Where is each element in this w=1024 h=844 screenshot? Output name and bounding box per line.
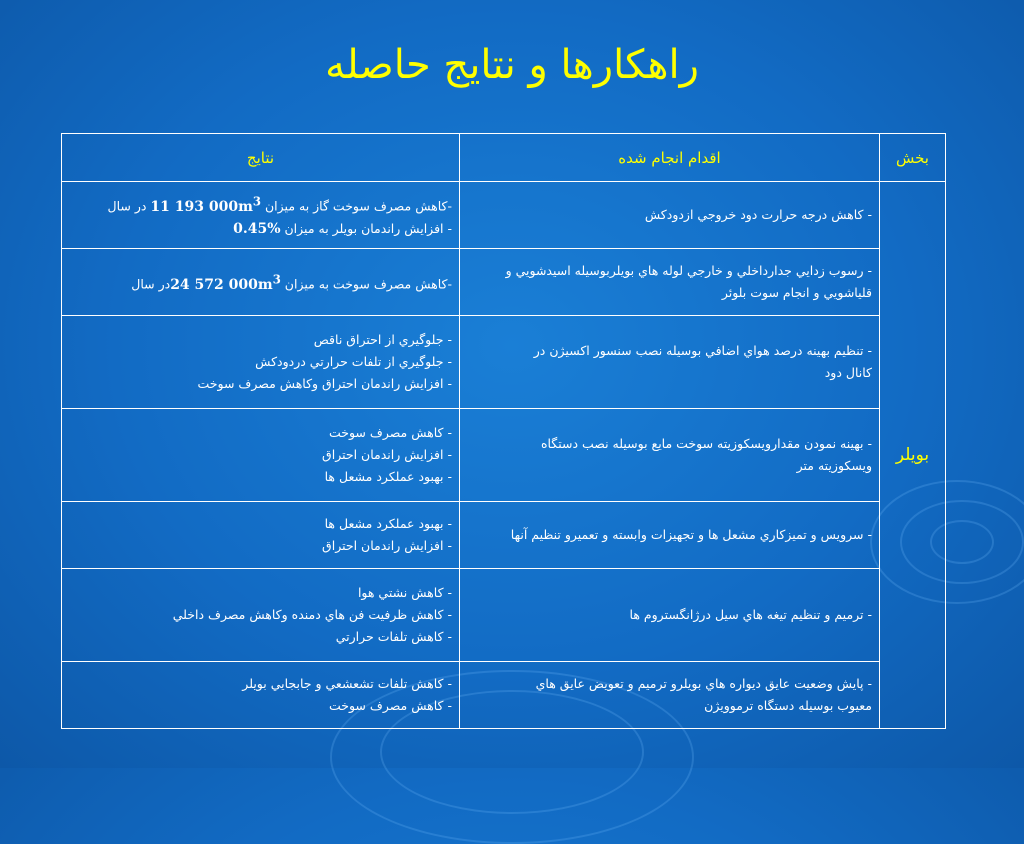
table-row xyxy=(62,316,946,409)
table-row xyxy=(62,569,946,662)
section-cell-boiler: بويلر xyxy=(880,182,946,729)
action-text: - سرويس و تميزکاري مشعل ها و تجهيزات وابسته و تعميرو تنظيم آنها xyxy=(510,527,872,542)
table-row xyxy=(62,409,946,502)
table-row xyxy=(62,502,946,569)
action-cell xyxy=(460,316,880,409)
results-table xyxy=(61,133,946,729)
result-text: - بهبود عملکرد مشعل ها xyxy=(324,516,452,531)
result-text: - افزايش راندمان احتراق xyxy=(322,447,452,462)
result-text: - کاهش مصرف سوخت xyxy=(328,425,452,440)
result-text: - کاهش مصرف سوخت xyxy=(328,698,452,713)
result-text: -کاهش مصرف سوخت گاز به ميزان 11 193 $000m^3$ در سال xyxy=(107,194,452,215)
result-text: - افزايش راندمان بويلر به ميزان 0.45% xyxy=(233,220,452,237)
slide-title: راهکارها و نتايج حاصله xyxy=(325,42,699,88)
action-text: کانال دود xyxy=(824,365,872,380)
action-cell xyxy=(460,569,880,662)
action-text: ويسکوزيته متر xyxy=(796,458,872,473)
action-text: - ترميم و تنظيم تيغه هاي سيل درژانگستروم ها xyxy=(629,607,872,622)
action-cell xyxy=(460,662,880,729)
action-text: قلياشويي و انجام سوت بلوئر xyxy=(721,285,872,300)
results-cell xyxy=(62,569,460,662)
result-text: - کاهش تلفات تشعشعي و جابجايي بويلر xyxy=(242,676,452,691)
action-text: - رسوب زدايي جدارداخلي و خارجي لوله هاي بويلربوسيله اسيدشويي و xyxy=(505,263,872,278)
header-results: نتايج xyxy=(62,134,460,182)
results-cell xyxy=(62,316,460,409)
header-section: بخش xyxy=(880,134,946,182)
action-cell xyxy=(460,182,880,249)
result-text: - بهبود عملکرد مشعل ها xyxy=(324,469,452,484)
results-cell xyxy=(62,182,460,249)
results-cell xyxy=(62,502,460,569)
action-text: - تنظيم بهينه درصد هواي اضافي بوسيله نصب سنسور اکسيژن در xyxy=(533,343,872,358)
result-text: - جلوگيري از تلفات حرارتي دردودکش xyxy=(255,354,452,369)
result-text: - جلوگيري از احتراق ناقص xyxy=(313,332,452,347)
action-cell xyxy=(460,502,880,569)
result-text: -کاهش مصرف سوخت به ميزان 24 572 $000m^3در$ سال xyxy=(131,272,452,293)
action-text: - پايش وضعيت عايق ديواره هاي بويلرو ترميم و تعويض عايق هاي xyxy=(535,676,872,691)
action-text: معيوب بوسيله دستگاه ترموويژن xyxy=(704,698,872,713)
results-cell xyxy=(62,662,460,729)
table-row xyxy=(62,182,946,249)
results-cell xyxy=(62,409,460,502)
result-text: - افزايش راندمان احتراق xyxy=(322,538,452,553)
result-text: - افزايش راندمان احتراق وکاهش مصرف سوخت xyxy=(197,376,452,391)
table-row xyxy=(62,662,946,729)
result-text: - کاهش ظرفيت فن هاي دمنده وکاهش مصرف داخلي xyxy=(172,607,452,622)
results-cell xyxy=(62,249,460,316)
result-text: - کاهش تلفات حرارتي xyxy=(335,629,452,644)
action-text: - کاهش درجه حرارت دود خروجي ازدودکش xyxy=(644,207,872,222)
action-cell xyxy=(460,409,880,502)
action-text: - بهينه نمودن مقدارويسکوزيته سوخت مايع بوسيله نصب دستگاه xyxy=(540,436,872,451)
table-header-row xyxy=(62,134,946,182)
header-action: اقدام انجام شده xyxy=(460,134,880,182)
result-text: - کاهش نشتي هوا xyxy=(357,585,452,600)
table-row xyxy=(62,249,946,316)
action-cell xyxy=(460,249,880,316)
